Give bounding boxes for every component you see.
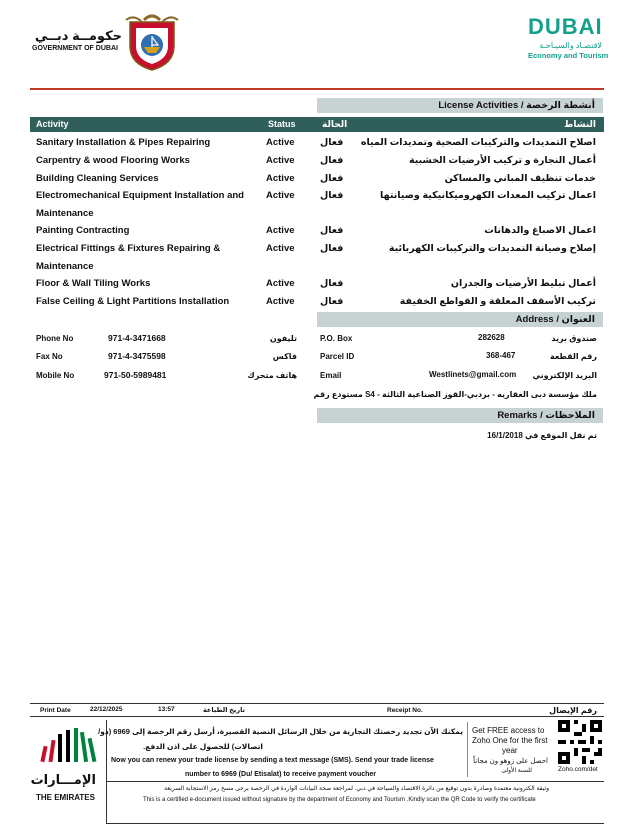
col-status-ar: الحالة [322,119,348,129]
activity-name-en: Painting Contracting [36,225,130,236]
gov-name-english: GOVERNMENT OF DUBAI [32,45,118,52]
activity-status: Active [266,137,295,148]
activity-name-en-continued: Maintenance [36,261,94,272]
parcel-label-ar: رقم القطعة [549,352,597,361]
sms-arabic-line2: اتصالات) للحصول على اذن الدفع. [143,742,263,751]
activity-name-ar: تركيب الأسقف المعلقة و القواطع الخفيفة [399,296,596,307]
print-date-label: Print Date [40,707,71,714]
activity-row [30,153,604,169]
col-status: Status [268,119,296,129]
activity-name-ar: إصلاح وصيانة التمديدات والتركيبات الكهربائية [388,243,596,254]
activity-status-ar: فعال [320,173,344,184]
activity-status-ar: فعال [320,137,344,148]
zoho-url: Zoho.com/det [558,766,598,773]
zoho-line2: Zoho One for the first [472,736,548,745]
zoho-arabic-line1: احصل على زوهو ون مجاناً [473,758,548,765]
government-of-dubai-logo [28,14,188,72]
fax-value: 971-4-3475598 [108,351,166,361]
activity-status: Active [266,173,295,184]
pobox-label: P.O. Box [320,334,353,343]
dubai-economy-tourism-logo [526,14,616,64]
certificate-arabic: وثيقة الكترونية معتمدة وصادرة بدون توقيع من دائرة الاقتصاد والسياحة في دبي. لمراجعة صحة البيانات الواردة في الرخصة يرجى مسح رمز الاستجابة السريعة [164,786,549,792]
email-label-ar: البريد الإلكتروني [532,371,597,380]
pobox-label-ar: صندوق بريد [551,334,597,343]
sms-arabic-line1: يمكنك الآن تجديد رخصتك التجارية من خلال الرسائل النصية القصيرة، أرسل رقم الرخصة إلى 6969 (دو/ [98,727,463,736]
receipt-label: Receipt No. [387,707,423,714]
dubai-wordmark: DUBAI [528,14,603,39]
zoho-line3: year [502,746,518,755]
activity-name-ar: أعمال النجارة و تركيب الأرضيات الخشبية [409,155,596,166]
footer-divider-2 [30,716,604,717]
activity-status: Active [266,190,295,201]
emirates-english: THE EMIRATES [36,793,95,802]
phone-label-ar: تليفون [269,334,297,343]
zoho-line1: Get FREE access to [472,726,545,735]
full-address-ar: ملك مؤسسة دبى العقاريه - بردبي-القوز الصناعية الثالثة - S4 مستودع رقم [313,390,597,399]
emirates-arabic: الإمـــارات [30,772,96,787]
fax-label-ar: فاكس [272,352,297,361]
remarks-text: تم نقل الموقع في 16/1/2018 [487,431,597,440]
receipt-label-ar: رقم الإيصال [549,706,597,715]
det-english-name: Economy and Tourism [528,51,609,60]
activity-status-ar: فعال [320,243,344,254]
footer-divider [30,703,604,704]
parcel-value: 368-467 [486,351,516,360]
footer-bottom-divider [107,823,604,824]
activity-name-en: Sanitary Installation & Pipes Repairing [36,137,211,148]
activity-status-ar: فعال [320,190,344,201]
activity-row [30,276,604,292]
col-activity: Activity [36,119,69,129]
uae-emirates-logo [32,722,104,818]
license-activities-title-bar [317,98,603,113]
print-date-value: 22/12/2025 [90,706,123,713]
print-date-label-ar: تاريخ الطباعة [202,707,245,714]
email-value: Westlinets@gmail.com [429,370,517,379]
activity-name-en: Carpentry & wood Flooring Works [36,155,190,166]
activity-row [30,171,604,187]
mobile-label-ar: هاتف متحرك [247,371,297,380]
zoho-arabic-line2: للسنة الأولى [501,768,532,774]
address-title: العنوان / Address [515,314,595,325]
qr-code-icon [558,720,602,764]
pobox-value: 282628 [478,333,505,342]
phone-label: Phone No [36,334,74,343]
certificate-english: This is a certified e-document issued without signature by the department of Economy and Tourism .Kindly scan the QR Code to verify the certificate [143,797,536,803]
gov-name-arabic: حكومــة دبــي [34,28,122,43]
activity-row [30,223,604,239]
activity-name-ar: خدمات تنظيف المباني والمساكن [444,173,596,184]
activity-row [30,294,604,310]
parcel-label: Parcel ID [320,352,355,361]
header-divider [30,88,604,90]
footer-divider-3 [107,781,604,782]
mobile-value: 971-50-5989481 [104,370,167,380]
activity-status-ar: فعال [320,296,344,307]
activity-name-ar: اعمال الاصباغ والدهانات [484,225,596,236]
fax-label: Fax No [36,352,63,361]
activity-status: Active [266,278,295,289]
activity-name-ar: اعمال تركيب المعدات الكهروميكانيكية وصيانتها [380,190,596,201]
license-activities-title: أنشطة الرخصة / License Activities [438,100,595,111]
activity-name-en: Building Cleaning Services [36,173,159,184]
zoho-promo-box[interactable] [467,722,554,777]
emirates-flag-bars-icon [36,722,100,770]
activity-name-en: Electrical Fittings & Fixtures Repairing & [36,243,221,254]
remarks-title: الملاحظات / Remarks [497,410,595,421]
phone-value: 971-4-3471668 [108,333,166,343]
activity-name-ar: اصلاح التمديدات والتركيبات الصحية وتمديدات المياه [360,137,596,148]
activity-row [30,241,604,272]
activity-name-en: Electromechanical Equipment Installation and [36,190,244,201]
activity-status-ar: فعال [320,278,344,289]
det-arabic-name: لاقتصـاد والسيـاحـة [539,41,602,50]
sms-english-line2: number to 6969 (Du/ Etisalat) to receive payment voucher [185,771,377,778]
dubai-emblem-icon [122,14,182,72]
email-label: Email [320,371,342,380]
activity-row [30,188,604,219]
address-title-bar [317,312,603,327]
activity-row [30,135,604,151]
activity-status: Active [266,296,295,307]
activity-status: Active [266,155,295,166]
sms-english-line1: Now you can renew your trade license by sending a text message (SMS). Send your trade license [111,757,434,764]
activity-status: Active [266,243,295,254]
activities-table-header [30,117,604,132]
activity-name-ar: أعمال تبليط الأرضيات والجدران [450,278,596,289]
activity-status-ar: فعال [320,225,344,236]
print-time-value: 13:57 [158,706,175,713]
mobile-label: Mobile No [36,371,75,380]
col-activity-ar: النشاط [563,119,596,129]
activity-status: Active [266,225,295,236]
activity-name-en: False Ceiling & Light Partitions Installation [36,296,230,307]
activity-name-en: Floor & Wall Tiling Works [36,278,151,289]
remarks-title-bar [317,408,603,423]
activity-status-ar: فعال [320,155,344,166]
activity-name-en-continued: Maintenance [36,208,94,219]
qr-code-box[interactable] [556,720,604,778]
